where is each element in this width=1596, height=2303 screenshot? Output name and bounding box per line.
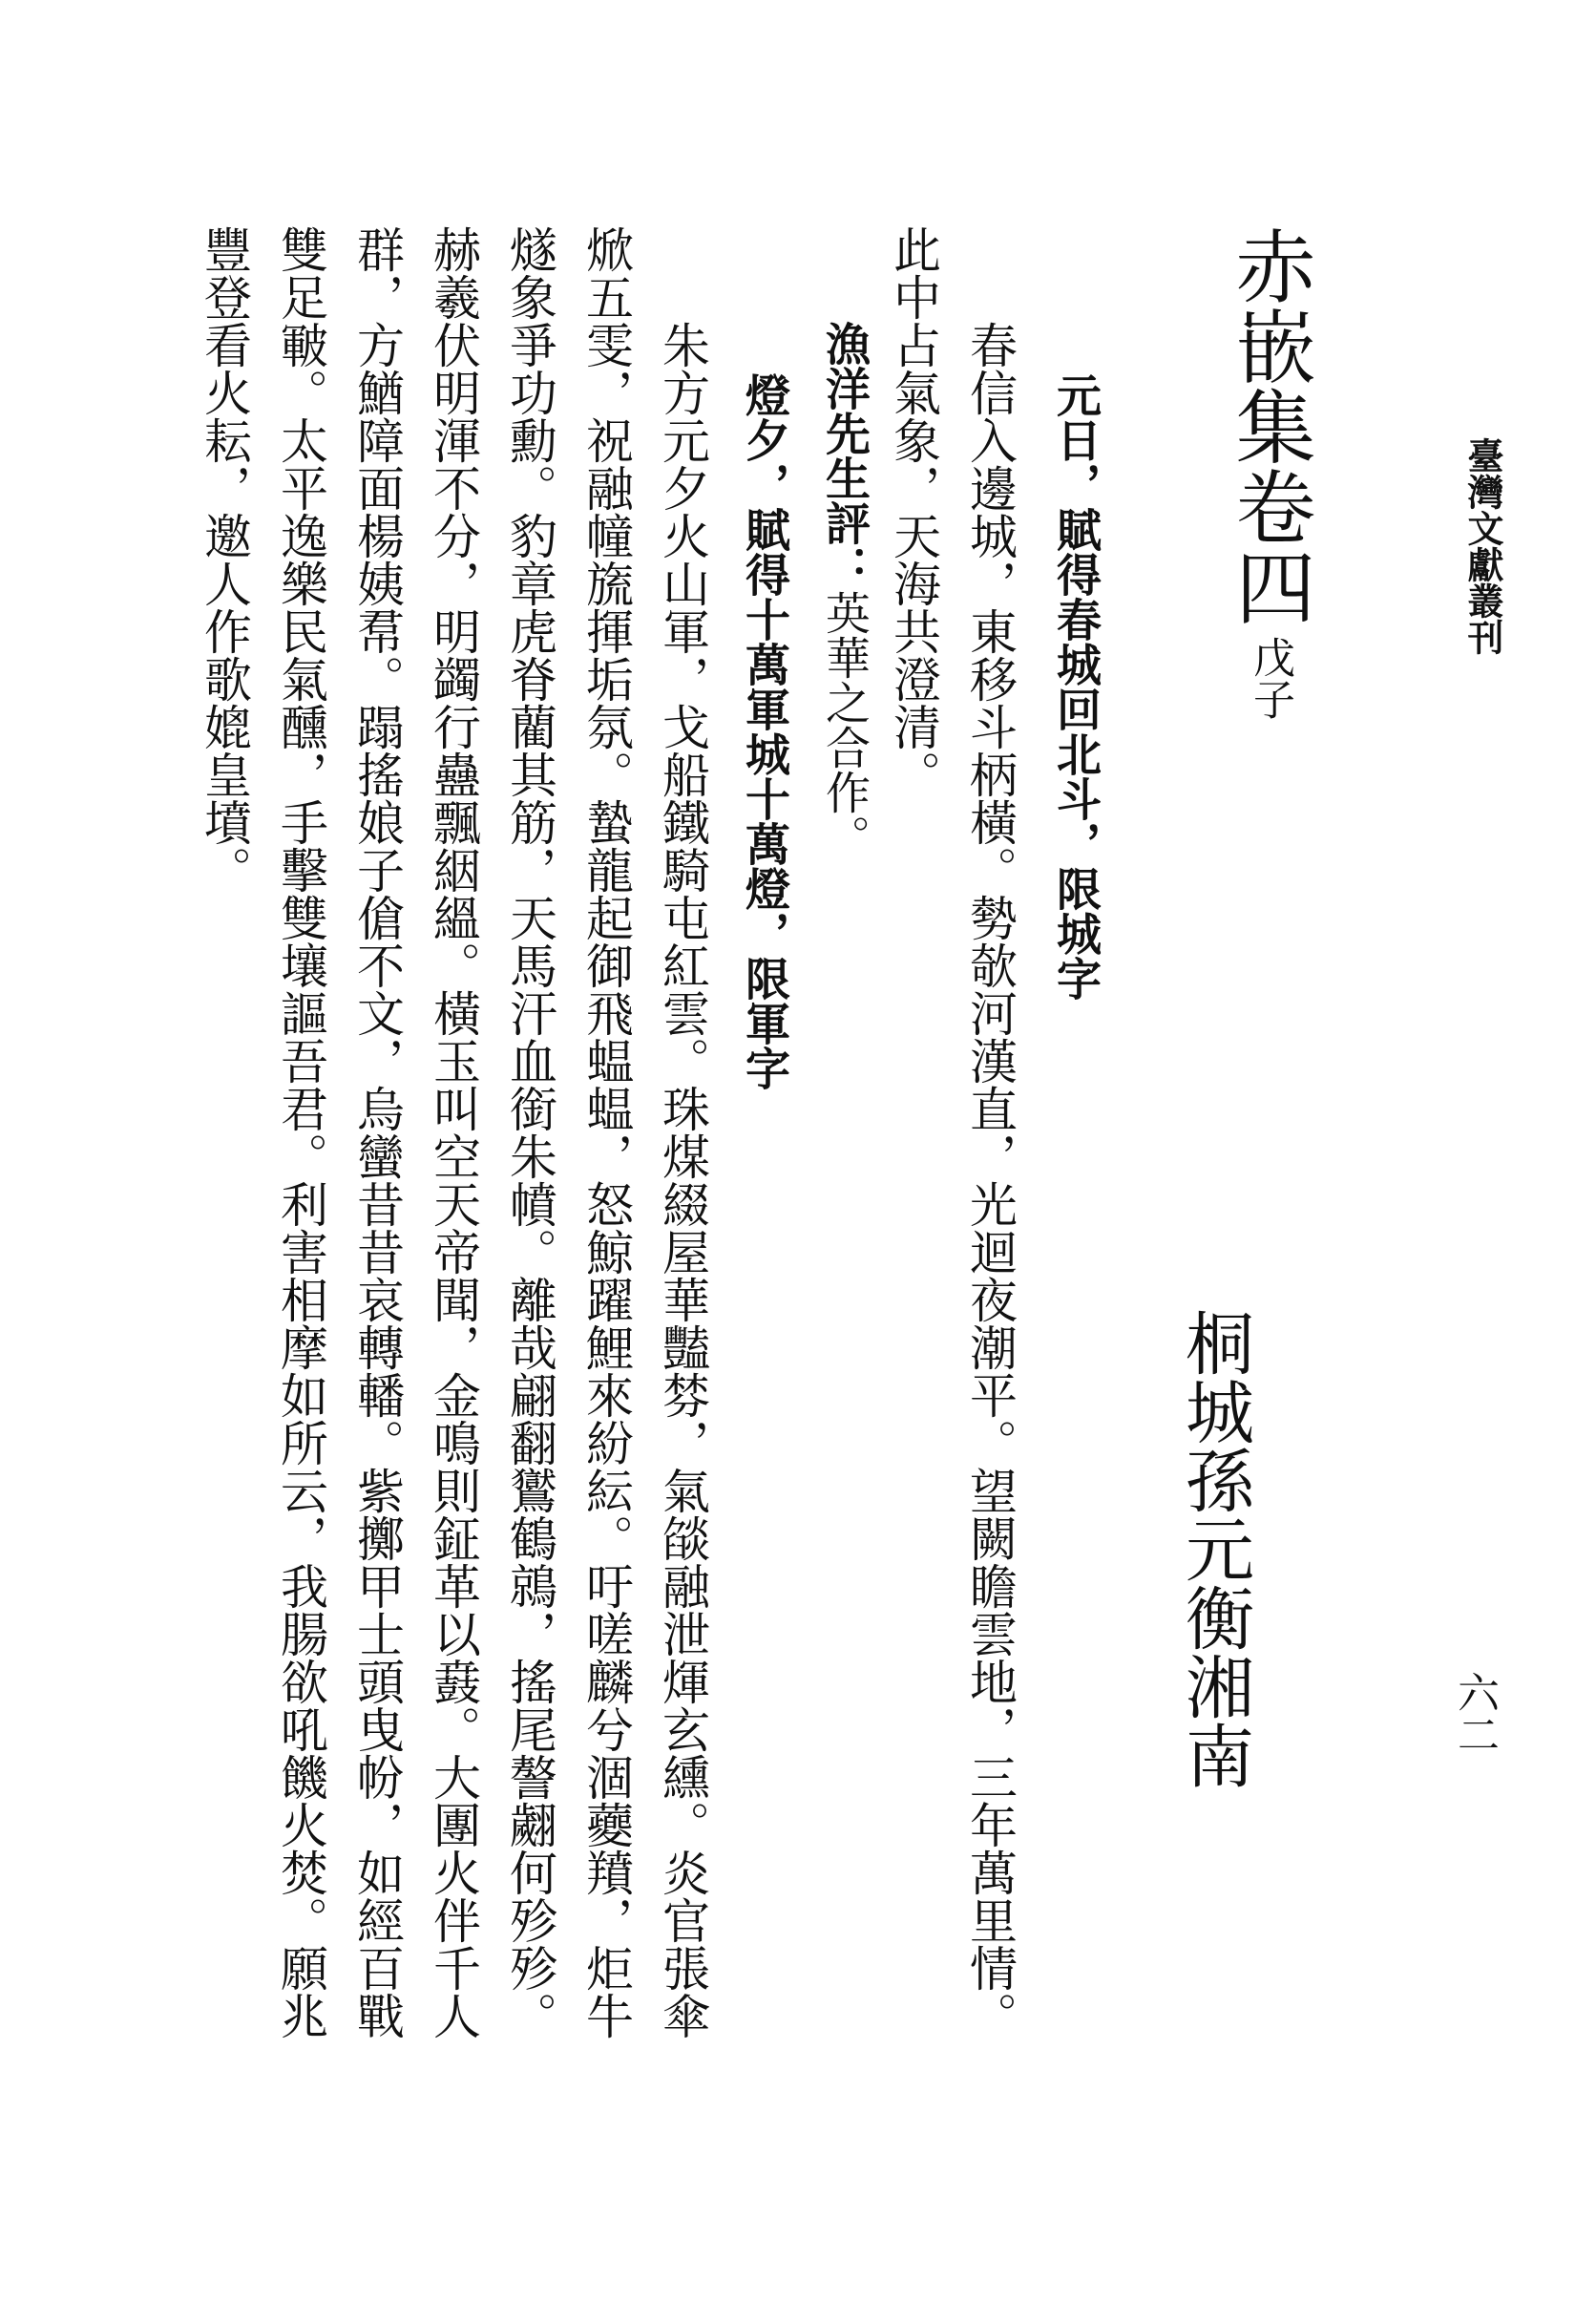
comment-label: 漁洋先生評： xyxy=(818,321,871,590)
comment-text: 英華之合作。 xyxy=(818,590,871,859)
series-title: 臺灣文獻叢刊 xyxy=(1461,437,1504,655)
poem-line: 群，方鰌障面楊姨帬。蹋搖娘子傖不文，烏蠻昔昔哀轉轓。紫擲甲士頭曳帉，如經百戰 xyxy=(349,225,405,2039)
poem-line: 豐登看火耘，邀人作歌媲皇墳。 xyxy=(197,225,252,894)
poem-line: 此中占氣象，天海共澄清。 xyxy=(886,225,941,798)
poem-line: 焮五雯，祝融幢旒揮垢氛。蟄龍起御飛蝹蝹，怒鯨躍鯉來紛紜。吁嗟麟兮涸蘷羵，炬牛 xyxy=(578,225,634,2039)
poem-title: 元日，賦得春城回北斗，限城字 xyxy=(1049,372,1102,1001)
poem-line: 春信入邊城，東移斗柄橫。勢欹河漢直，光迴夜潮平。望闕瞻雲地，三年萬里情。 xyxy=(962,321,1018,2039)
poem-line: 雙足皸。太平逸樂民氣醺，手擊雙壤謳吾君。利害相摩如所云，我腸欲吼饑火焚。願兆 xyxy=(273,225,328,2039)
poem-line: 燧象爭功勳。豹章虎脊藺其筋，天馬汗血銜朱幩。離哉翩翻鸑鶴鶁，搖尾謷翽何殄殄。 xyxy=(502,225,557,2039)
author-line: 桐城孫元衡湘南 xyxy=(1174,1308,1254,1789)
poem-line: 朱方元夕火山軍，戈船鐵騎屯紅雲。珠煤綴屋華豔棼，氣燄融泄煇玄纁。炎官張傘 xyxy=(655,321,710,2039)
volume-title xyxy=(1223,225,1316,720)
poem-title: 燈夕，賦得十萬軍城十萬燈，限軍字 xyxy=(738,372,790,1090)
volume-year: 戊子 xyxy=(1246,636,1294,720)
page-number: 六二 xyxy=(1450,1671,1499,1755)
volume-title-text: 赤嵌集卷四 xyxy=(1223,225,1316,626)
poem-comment xyxy=(818,321,871,859)
poem-line: 赫羲伏明渾不分，明蠲行蠱飄絪縕。橫玉叫空天帝聞，金鳴則鉦革以鼖。大團火伴千人 xyxy=(426,225,481,2039)
